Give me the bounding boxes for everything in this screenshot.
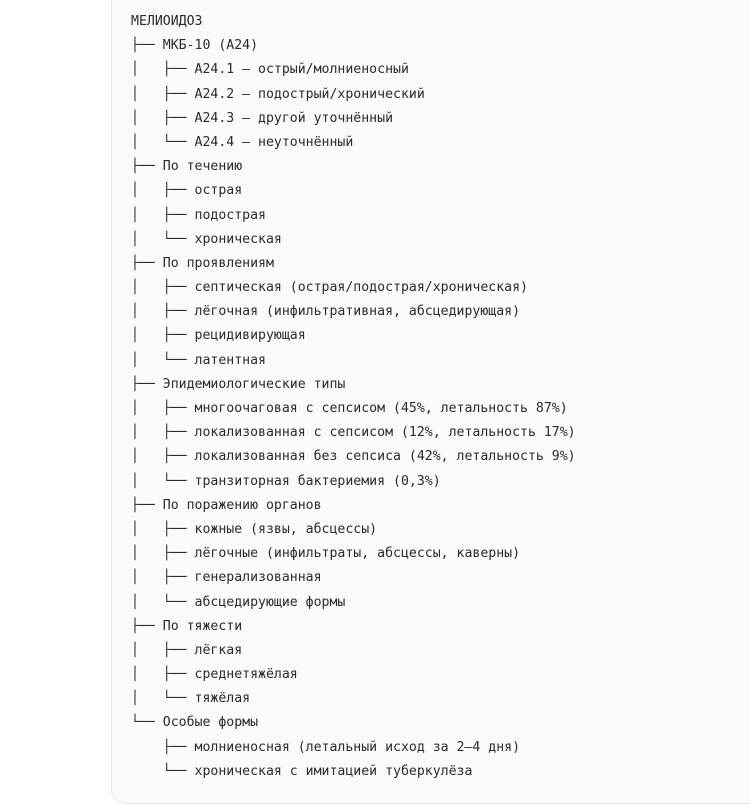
tree-line: ├── МКБ-10 (A24) xyxy=(131,38,259,54)
tree-line: │ ├── подострая xyxy=(131,207,266,223)
tree-line: │ └── латентная xyxy=(131,352,266,368)
tree-line: ├── По течению xyxy=(131,159,243,175)
tree-line: │ └── тяжёлая xyxy=(131,691,251,707)
tree-line: │ ├── A24.1 — острый/молниеносный xyxy=(131,62,409,78)
tree-line: │ └── транзиторная бактериемия (0,3%) xyxy=(131,473,441,489)
tree-line: ├── По тяжести xyxy=(131,618,243,634)
tree-line: │ ├── A24.2 — подострый/хронический xyxy=(131,86,425,102)
tree-line: └── хроническая с имитацией туберкулёза xyxy=(131,763,473,779)
classification-tree xyxy=(131,10,576,784)
tree-line: │ ├── локализованная с сепсисом (12%, летальность 17%) xyxy=(131,425,576,441)
tree-line: │ ├── острая xyxy=(131,183,243,199)
tree-line: │ ├── септическая (острая/подострая/хроническая) xyxy=(131,280,528,296)
tree-line: └── Особые формы xyxy=(131,715,259,731)
tree-line: ├── молниеносная (летальный исход за 2–4 дня) xyxy=(131,739,521,755)
tree-line: │ └── A24.4 — неуточнённый xyxy=(131,134,354,150)
tree-line: │ ├── лёгочные (инфильтраты, абсцессы, каверны) xyxy=(131,546,521,562)
tree-line: │ ├── кожные (язвы, абсцессы) xyxy=(131,521,378,537)
tree-line: │ ├── генерализованная xyxy=(131,570,322,586)
tree-line: │ └── абсцедирующие формы xyxy=(131,594,346,610)
tree-line: ├── По поражению органов xyxy=(131,497,322,513)
tree-line: │ ├── A24.3 — другой уточнённый xyxy=(131,110,394,126)
tree-line: │ ├── лёгочная (инфильтративная, абсцедирующая) xyxy=(131,304,521,320)
tree-line: │ ├── среднетяжёлая xyxy=(131,667,298,683)
tree-line: │ ├── рецидивирующая xyxy=(131,328,306,344)
tree-line: │ └── хроническая xyxy=(131,231,282,247)
tree-line: ├── Эпидемиологические типы xyxy=(131,376,346,392)
tree-line: │ ├── многоочаговая с сепсисом (45%, летальность 87%) xyxy=(131,401,568,416)
tree-line: ├── По проявлениям xyxy=(131,255,274,271)
tree-line: │ ├── лёгкая xyxy=(131,642,243,658)
tree-root: МЕЛИОИДОЗ xyxy=(131,14,203,29)
tree-line: │ ├── локализованная без сепсиса (42%, летальность 9%) xyxy=(131,449,576,465)
